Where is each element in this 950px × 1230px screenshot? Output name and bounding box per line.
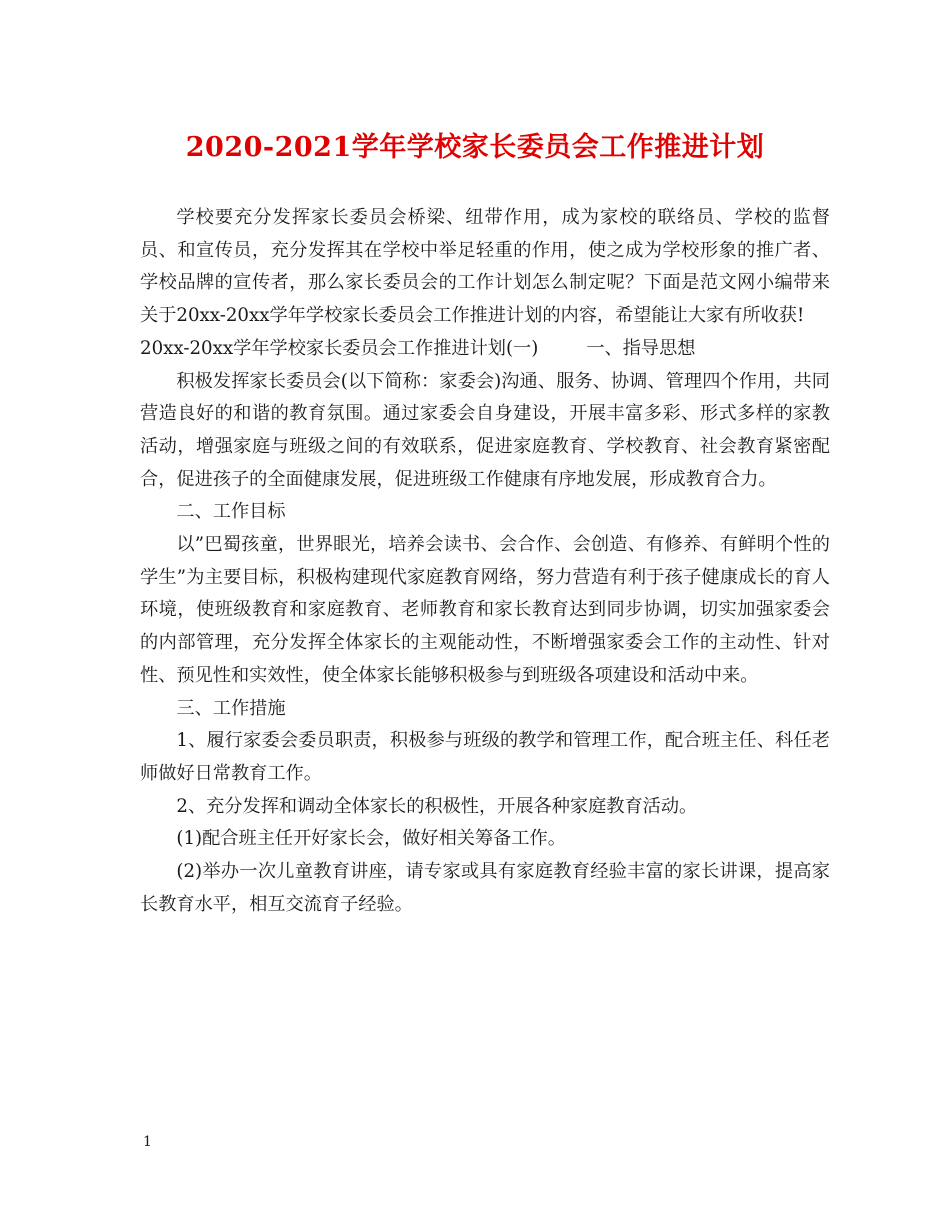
measure-item-1: 1、履行家委会委员职责，积极参与班级的教学和管理工作，配合班主任、科任老师做好日常教育工作。 [140,730,830,784]
section1-heading: 一、指导思想 [586,337,696,359]
intro-paragraph: 学校要充分发挥家长委员会桥梁、纽带作用，成为家校的联络员、学校的监督员、和宣传员，充分发挥其在学校中举足轻重的作用，使之成为学校形象的推广者、学校品牌的宣传者，那么家长委员会的工作计划怎么制定呢？下面是范文网小编带来关于20xx-20xx学年学校家长委员会工作推进计划的内容，希望能让大家有所收获! [140,207,830,327]
document-body [140,202,830,921]
measure-item-2-1: (1)配合班主任开好家长会，做好相关筹备工作。 [176,828,566,850]
section3-heading: 三、工作措施 [176,697,286,719]
document-title: 2020-2021学年学校家长委员会工作推进计划 [185,132,765,163]
measure-item-2-2: (2)举办一次儿童教育讲座，请专家或具有家庭教育经验丰富的家长讲课，提高家长教育水平，相互交流育子经验。 [140,861,830,915]
page-number: 1 [143,1134,152,1150]
measure-item-2: 2、充分发挥和调动全体家长的积极性，开展各种家庭教育活动。 [176,795,698,817]
section2-heading: 二、工作目标 [176,501,286,523]
section1-paragraph: 积极发挥家长委员会(以下简称：家委会)沟通、服务、协调、管理四个作用，共同营造良好的和谐的教育氛围。通过家委会自身建设，开展丰富多彩、形式多样的家教活动，增强家庭与班级之间的有效联系，促进家庭教育、学校教育、社会教育紧密配合，促进孩子的全面健康发展，促进班级工作健康有序地发展，形成教育合力。 [140,370,830,490]
section2-paragraph: 以”巴蜀孩童，世界眼光，培养会读书、会合作、会创造、有修养、有鲜明个性的学生”为主要目标，积极构建现代家庭教育网络，努力营造有利于孩子健康成长的育人环境，使班级教育和家庭教育、老师教育和家长教育达到同步协调，切实加强家委会的内部管理，充分发挥全体家长的主观能动性，不断增强家委会工作的主动性、针对性、预见性和实效性，使全体家长能够积极参与到班级各项建设和活动中来。 [140,534,830,686]
plan-heading: 20xx-20xx学年学校家长委员会工作推进计划(一) [140,337,539,359]
plan-heading-line [140,333,830,366]
